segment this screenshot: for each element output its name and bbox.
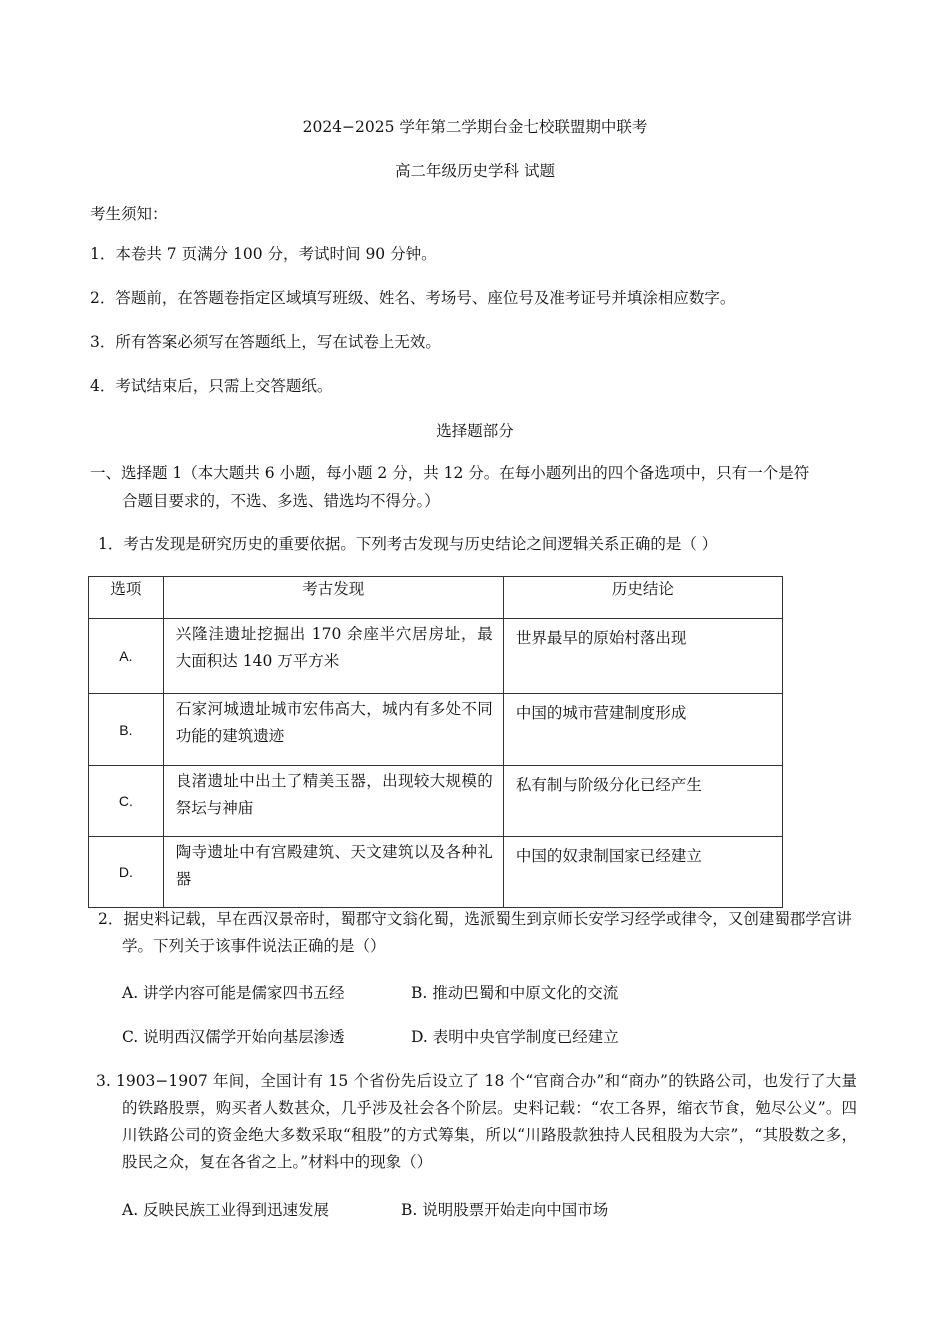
row-finding: 兴隆洼遗址挖掘出 170 余座半穴居房址，最大面积达 140 万平方米: [163, 619, 503, 694]
notice-heading: 考生须知：: [90, 205, 168, 223]
table-header-row: [89, 577, 783, 619]
q2-option-c: C. 说明西汉儒学开始向基层渗透: [122, 1028, 345, 1046]
row-conclusion: 世界最早的原始村落出现: [503, 619, 782, 694]
q2-option-a: A. 讲学内容可能是儒家四书五经: [122, 984, 345, 1002]
table-header-option: 选项: [89, 577, 164, 619]
row-label: B.: [89, 694, 164, 766]
q2-option-d: D. 表明中央官学制度已经建立: [411, 1028, 619, 1046]
q3-option-a: A. 反映民族工业得到迅速发展: [122, 1201, 330, 1219]
table-row: [89, 694, 783, 766]
table-row: [89, 619, 783, 694]
row-finding: 良渚遗址中出土了精美玉器，出现较大规模的祭坛与神庙: [163, 766, 503, 837]
table-row: [89, 837, 783, 908]
row-label: D.: [89, 837, 164, 908]
q1-table: [88, 576, 783, 908]
q2-option-b: B. 推动巴蜀和中原文化的交流: [411, 984, 619, 1002]
exam-subtitle: 高二年级历史学科 试题: [395, 162, 555, 180]
exam-title: 2024−2025 学年第二学期台金七校联盟期中联考: [302, 118, 648, 136]
row-label: A.: [89, 619, 164, 694]
section-instruction-line2: 合题目要求的，不选、多选、错选均不得分。）: [122, 492, 440, 510]
section-title: 选择题部分: [436, 422, 514, 440]
q1-stem: 1．考古发现是研究历史的重要依据。下列考古发现与历史结论之间逻辑关系正确的是（ ）: [98, 535, 718, 553]
row-conclusion: 中国的奴隶制国家已经建立: [503, 837, 782, 908]
q2-stem: 2．据史料记载，早在西汉景帝时，蜀郡守文翁化蜀，选派蜀生到京师长安学习经学或律令，又创建蜀郡学宫讲学。下列关于该事件说法正确的是（）: [98, 910, 852, 955]
q3-stem: 3. 1903−1907 年间，全国计有 15 个省份先后设立了 18 个“官商合办”和“商办”的铁路公司，也发行了大量的铁路股票，购买者人数甚众，几乎涉及社会各个阶层。史料记载：“农工各界，缩衣节食，勉尽公义”。四川铁路公司的资金绝大多数采取“租股”的方式筹集，所以“川路股款独持人民租股为大宗”，“其股数之多，股民之众，复在各省之上。”材料中的现象（）: [96, 1072, 857, 1171]
row-finding: 石家河城遗址城市宏伟高大，城内有多处不同功能的建筑遗迹: [163, 694, 503, 766]
notice-item-1: 1．本卷共 7 页满分 100 分，考试时间 90 分钟。: [90, 245, 437, 263]
row-finding: 陶寺遗址中有宫殿建筑、天文建筑以及各种礼器: [163, 837, 503, 908]
notice-item-2: 2．答题前，在答题卷指定区域填写班级、姓名、考场号、座位号及准考证号并填涂相应数字。: [90, 289, 736, 307]
notice-item-3: 3．所有答案必须写在答题纸上，写在试卷上无效。: [90, 333, 441, 351]
notice-item-4: 4．考试结束后，只需上交答题纸。: [90, 377, 333, 395]
row-label: C.: [89, 766, 164, 837]
section-instruction-line1: 一、选择题 1（本大题共 6 小题，每小题 2 分，共 12 分。在每小题列出的四个备选项中，只有一个是符: [90, 464, 810, 482]
row-conclusion: 中国的城市营建制度形成: [503, 694, 782, 766]
q3-option-b: B. 说明股票开始走向中国市场: [401, 1201, 609, 1219]
table-header-finding: 考古发现: [163, 577, 503, 619]
table-header-conclusion: 历史结论: [503, 577, 782, 619]
q2-stem-wrap: [98, 906, 862, 960]
table-row: [89, 766, 783, 837]
row-conclusion: 私有制与阶级分化已经产生: [503, 766, 782, 837]
q3-stem-wrap: [96, 1068, 857, 1176]
